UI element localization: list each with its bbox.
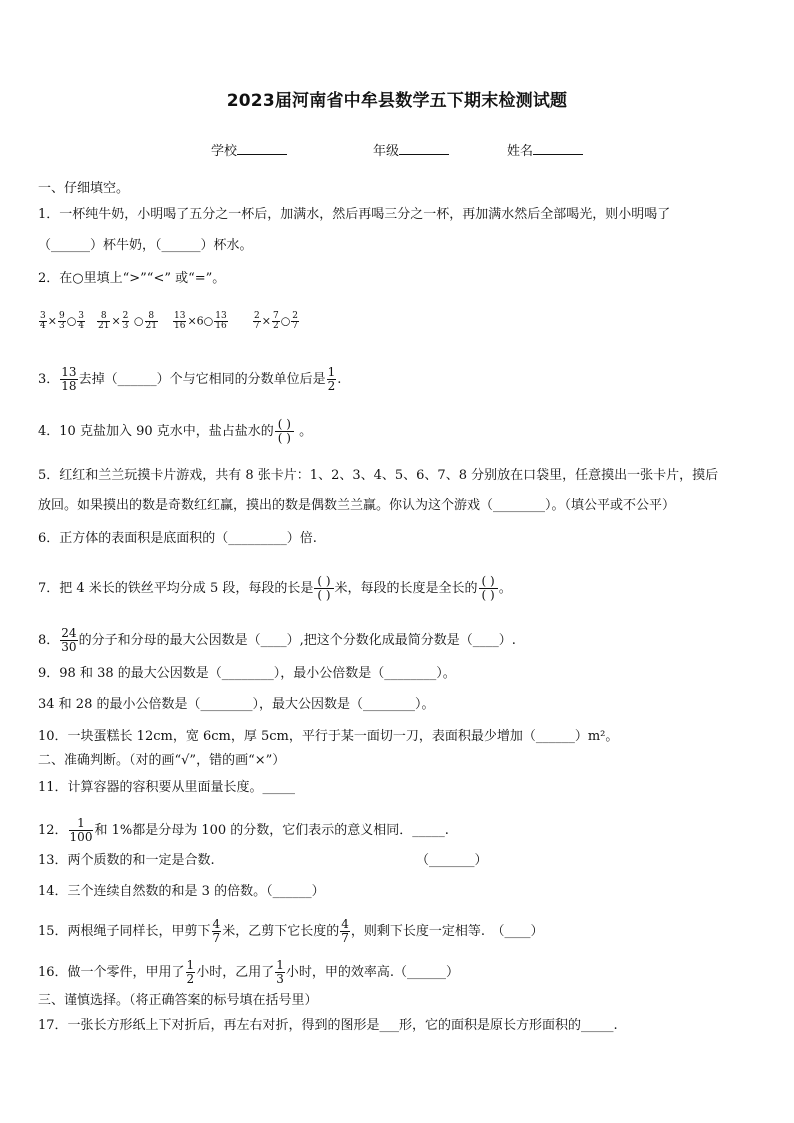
question-7: 7．把 4 米长的铁丝平均分成 5 段，每段的长是 ( ) ( ) 米，每段的长度是全长的 ( ) ( ) 。 [38,574,512,602]
question-5-line-1: 5．红红和兰兰玩摸卡片游戏，共有 8 张卡片：1、2、3、4、5、6、7、8 分别放在口袋里，任意摸出一张卡片，摸后 [38,468,719,483]
question-9-line-1: 9．98 和 38 的最大公因数是（________），最小公倍数是（________）。 [38,666,456,681]
question-8: 8． $\frac{24}{30}$ 的分子和分母的最大公因数是（____）,把这个分数化成最简分数是（____）. [38,626,516,654]
section-3-heading: 三、谨慎选择。（将正确答案的标号填在括号里） [38,993,318,1008]
question-2: 2．在○里填上“>”“<” 或“=”。 [38,271,226,286]
page-title: 2023届河南省中牟县数学五下期末检测试题 [226,91,568,111]
name-label: 姓名 [507,144,534,159]
comparison-1: $\frac{3}{4}$ × $\frac{9}{3}$ ○ $\frac{3}{4}$ [40,311,85,331]
question-15: 15．两根绳子同样长，甲剪下 $\frac{4}{7}$ 米，乙剪下它长度的 $\frac{4}{7}$ ，则剩下长度一定相等. （____） [38,917,544,945]
grade-blank[interactable] [399,141,449,155]
school-field [211,140,287,159]
section-1-heading: 一、仔细填空。 [38,181,130,196]
question-17: 17．一张长方形纸上下对折后，再左右对折，得到的图形是___形，它的面积是原长方形面积的_____. [38,1018,618,1033]
school-blank[interactable] [237,141,287,155]
name-blank[interactable] [533,141,583,155]
school-label: 学校 [211,144,238,159]
grade-label: 年级 [373,144,400,159]
question-4: 4．10 克盐加入 90 克水中，盐占盐水的 ( ) ( ) 。 [38,417,313,445]
comparison-2: $\frac{8}{21}$ × $\frac{2}{3}$ ○ $\frac{8}{21}$ [98,311,157,331]
question-13: 13．两个质数的和一定是合数. （_______） [38,853,488,868]
question-11: 11．计算容器的容积要从里面量长度。_____ [38,780,296,795]
question-5-line-2: 放回。如果摸出的数是奇数红红赢，摸出的数是偶数兰兰赢。你认为这个游戏（________）。（填公平或不公平） [38,498,676,513]
section-2-heading: 二、准确判断。（对的画“√”，错的画“×”） [38,753,286,768]
question-16: 16．做一个零件，甲用了 $\frac{1}{2}$ 小时，乙用了 $\frac{1}{3}$ 小时，甲的效率高.（______） [38,958,459,986]
question-3: 3． $\frac{13}{18}$ 去掉（______）个与它相同的分数单位后是 $\frac{1}{2}$ . [38,365,342,393]
question-9-line-2: 34 和 28 的最小公倍数是（________），最大公因数是（________）。 [38,697,435,712]
question-1-line-1: 1．一杯纯牛奶，小明喝了五分之一杯后，加满水，然后再喝三分之一杯，再加满水然后全部喝光，则小明喝了 [38,207,671,222]
question-10: 10．一块蛋糕长 12cm，宽 6cm，厚 5cm，平行于某一面切一刀，表面积最少增加（______）m²。 [38,729,619,744]
comparison-3: $\frac{13}{16}$ ×6○ $\frac{13}{16}$ [174,311,227,331]
grade-field [373,140,449,159]
question-12: 12． $\frac{1}{100}$ 和 1%都是分母为 100 的分数，它们表示的意义相同．_____. [38,816,449,844]
question-14: 14．三个连续自然数的和是 3 的倍数。（______） [38,884,325,899]
comparison-4: $\frac{2}{7}$ × $\frac{7}{2}$ ○ $\frac{2}{7}$ [254,311,299,331]
name-field [507,140,583,159]
question-1-line-2: （______）杯牛奶，（______）杯水。 [38,238,253,253]
question-6: 6．正方体的表面积是底面积的（_________）倍. [38,531,317,546]
